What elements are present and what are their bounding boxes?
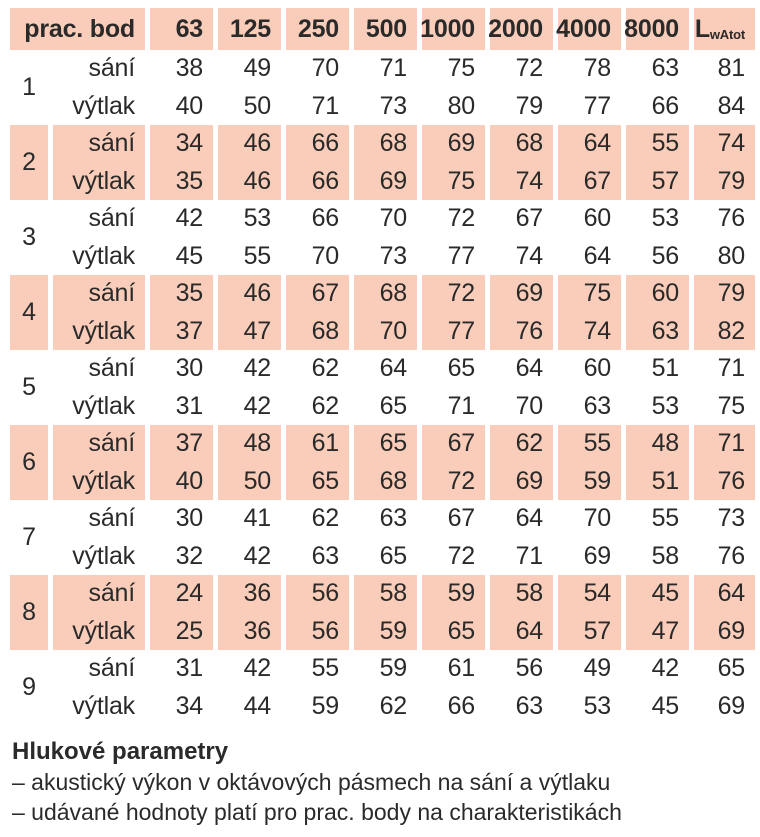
value-cell: 75	[447, 54, 475, 83]
value-cell: 64	[515, 504, 543, 533]
value-cell: 36	[218, 613, 281, 651]
value-cell: 42	[175, 204, 203, 233]
value-cell: 80	[717, 241, 745, 270]
value-cell: 72	[422, 463, 485, 501]
value-cell: 64	[694, 575, 755, 613]
row-label-suction: sání	[53, 275, 145, 313]
row-label-discharge: výtlak	[53, 463, 145, 501]
value-cell: 71	[311, 91, 339, 120]
value-cell: 67	[422, 425, 485, 463]
value-cell: 76	[490, 313, 553, 351]
value-cell: 68	[490, 125, 553, 163]
value-cell: 68	[286, 313, 349, 351]
row-label-suction: sání	[53, 575, 145, 613]
value-cell: 65	[379, 391, 407, 420]
value-cell: 58	[490, 575, 553, 613]
value-cell: 81	[717, 54, 745, 83]
value-cell: 69	[694, 613, 755, 651]
value-cell: 31	[175, 391, 203, 420]
value-cell: 45	[651, 691, 679, 720]
value-cell: 58	[354, 575, 417, 613]
value-cell: 71	[515, 541, 543, 570]
value-cell: 77	[583, 91, 611, 120]
value-cell: 67	[447, 504, 475, 533]
value-cell: 61	[447, 654, 475, 683]
header-cell-frequency: 1000	[422, 8, 485, 50]
value-cell: 65	[379, 541, 407, 570]
value-cell: 49	[243, 54, 271, 83]
value-cell: 42	[243, 354, 271, 383]
value-cell: 74	[490, 163, 553, 201]
point-cell: 3	[22, 223, 36, 251]
row-label-discharge: výtlak	[53, 163, 145, 201]
value-cell: 74	[515, 241, 543, 270]
value-cell: 59	[422, 575, 485, 613]
value-cell: 56	[286, 613, 349, 651]
value-cell: 59	[354, 613, 417, 651]
value-cell: 34	[150, 125, 213, 163]
value-cell: 84	[717, 91, 745, 120]
point-cell: 4	[10, 275, 48, 350]
row-label-suction: sání	[88, 54, 135, 83]
value-cell: 37	[150, 313, 213, 351]
value-cell: 72	[447, 541, 475, 570]
value-cell: 62	[311, 354, 339, 383]
value-cell: 55	[243, 241, 271, 270]
value-cell: 71	[694, 425, 755, 463]
value-cell: 46	[218, 125, 281, 163]
value-cell: 66	[286, 163, 349, 201]
row-label-discharge: výtlak	[72, 91, 135, 120]
value-cell: 65	[354, 425, 417, 463]
header-cell-frequency: 63	[150, 8, 213, 50]
value-cell: 25	[150, 613, 213, 651]
value-cell: 74	[694, 125, 755, 163]
value-cell: 68	[354, 275, 417, 313]
value-cell: 70	[515, 391, 543, 420]
value-cell: 30	[175, 504, 203, 533]
header-cell-point: prac. bod	[10, 8, 145, 50]
value-cell: 72	[422, 275, 485, 313]
value-cell: 56	[651, 241, 679, 270]
value-cell: 72	[515, 54, 543, 83]
value-cell: 64	[583, 241, 611, 270]
value-cell: 47	[626, 613, 689, 651]
value-cell: 71	[379, 54, 407, 83]
value-cell: 24	[150, 575, 213, 613]
value-cell: 77	[422, 313, 485, 351]
value-cell: 55	[311, 654, 339, 683]
value-cell: 63	[515, 691, 543, 720]
value-cell: 75	[558, 275, 621, 313]
value-cell: 38	[175, 54, 203, 83]
value-cell: 70	[379, 204, 407, 233]
row-label-discharge: výtlak	[53, 613, 145, 651]
value-cell: 60	[583, 204, 611, 233]
value-cell: 74	[558, 313, 621, 351]
header-cell-frequency: 4000	[558, 8, 621, 50]
value-cell: 59	[379, 654, 407, 683]
value-cell: 31	[175, 654, 203, 683]
value-cell: 75	[717, 391, 745, 420]
row-label-suction: sání	[53, 125, 145, 163]
value-cell: 69	[422, 125, 485, 163]
value-cell: 53	[651, 204, 679, 233]
value-cell: 73	[379, 91, 407, 120]
value-cell: 56	[286, 575, 349, 613]
value-cell: 79	[515, 91, 543, 120]
value-cell: 48	[626, 425, 689, 463]
point-cell: 2	[10, 125, 48, 200]
value-cell: 69	[490, 463, 553, 501]
value-cell: 49	[583, 654, 611, 683]
value-cell: 35	[150, 163, 213, 201]
row-label-suction: sání	[53, 425, 145, 463]
value-cell: 53	[243, 204, 271, 233]
value-cell: 65	[717, 654, 745, 683]
value-cell: 44	[243, 691, 271, 720]
value-cell: 69	[490, 275, 553, 313]
value-cell: 53	[583, 691, 611, 720]
noise-table	[10, 8, 755, 725]
value-cell: 68	[354, 463, 417, 501]
value-cell: 51	[626, 463, 689, 501]
header-cell-frequency: 250	[286, 8, 349, 50]
value-cell: 59	[558, 463, 621, 501]
header-cell-total	[694, 8, 755, 50]
value-cell: 68	[354, 125, 417, 163]
value-cell: 73	[379, 241, 407, 270]
value-cell: 35	[150, 275, 213, 313]
row-label-discharge: výtlak	[72, 241, 135, 270]
value-cell: 64	[379, 354, 407, 383]
value-cell: 62	[379, 691, 407, 720]
value-cell: 47	[218, 313, 281, 351]
value-cell: 70	[311, 241, 339, 270]
value-cell: 82	[694, 313, 755, 351]
value-cell: 56	[515, 654, 543, 683]
value-cell: 66	[286, 125, 349, 163]
point-cell: 5	[22, 373, 36, 401]
value-cell: 76	[694, 463, 755, 501]
point-cell: 8	[10, 575, 48, 650]
value-cell: 71	[447, 391, 475, 420]
row-label-suction: sání	[88, 204, 135, 233]
total-label: LwAtot	[694, 14, 745, 43]
value-cell: 63	[583, 391, 611, 420]
value-cell: 58	[651, 541, 679, 570]
value-cell: 69	[354, 163, 417, 201]
value-cell: 67	[286, 275, 349, 313]
value-cell: 66	[651, 91, 679, 120]
value-cell: 66	[311, 204, 339, 233]
value-cell: 30	[175, 354, 203, 383]
header-cell-frequency: 2000	[490, 8, 553, 50]
header-cell-frequency: 500	[354, 8, 417, 50]
value-cell: 42	[243, 391, 271, 420]
footer-note-1: – akustický výkon v oktávových pásmech na sání a výtlaku	[12, 769, 611, 795]
value-cell: 64	[558, 125, 621, 163]
value-cell: 78	[583, 54, 611, 83]
value-cell: 72	[447, 204, 475, 233]
value-cell: 73	[717, 504, 745, 533]
value-cell: 63	[651, 54, 679, 83]
value-cell: 65	[447, 354, 475, 383]
value-cell: 64	[490, 613, 553, 651]
value-cell: 40	[175, 91, 203, 120]
value-cell: 57	[626, 163, 689, 201]
value-cell: 62	[490, 425, 553, 463]
footer-heading: Hlukové parametry	[12, 738, 229, 765]
header-cell-frequency: 125	[218, 8, 281, 50]
value-cell: 45	[626, 575, 689, 613]
row-label-suction: sání	[88, 504, 135, 533]
value-cell: 60	[583, 354, 611, 383]
value-cell: 69	[717, 691, 745, 720]
value-cell: 63	[311, 541, 339, 570]
value-cell: 80	[447, 91, 475, 120]
value-cell: 37	[150, 425, 213, 463]
value-cell: 62	[311, 391, 339, 420]
value-cell: 53	[651, 391, 679, 420]
value-cell: 79	[694, 163, 755, 201]
value-cell: 55	[651, 504, 679, 533]
value-cell: 77	[447, 241, 475, 270]
value-cell: 76	[717, 204, 745, 233]
value-cell: 61	[286, 425, 349, 463]
value-cell: 42	[651, 654, 679, 683]
row-label-suction: sání	[88, 354, 135, 383]
value-cell: 62	[311, 504, 339, 533]
value-cell: 64	[515, 354, 543, 383]
value-cell: 65	[422, 613, 485, 651]
value-cell: 70	[583, 504, 611, 533]
value-cell: 67	[558, 163, 621, 201]
value-cell: 48	[218, 425, 281, 463]
value-cell: 57	[558, 613, 621, 651]
row-label-discharge: výtlak	[53, 313, 145, 351]
footer-notes	[12, 736, 622, 827]
value-cell: 76	[717, 541, 745, 570]
value-cell: 63	[626, 313, 689, 351]
value-cell: 46	[218, 163, 281, 201]
value-cell: 69	[583, 541, 611, 570]
row-label-discharge: výtlak	[72, 691, 135, 720]
value-cell: 41	[243, 504, 271, 533]
value-cell: 79	[694, 275, 755, 313]
value-cell: 71	[717, 354, 745, 383]
value-cell: 45	[175, 241, 203, 270]
value-cell: 54	[558, 575, 621, 613]
value-cell: 40	[150, 463, 213, 501]
row-label-suction: sání	[88, 654, 135, 683]
value-cell: 42	[243, 654, 271, 683]
value-cell: 50	[218, 463, 281, 501]
value-cell: 60	[626, 275, 689, 313]
value-cell: 55	[626, 125, 689, 163]
value-cell: 66	[447, 691, 475, 720]
value-cell: 46	[218, 275, 281, 313]
value-cell: 42	[243, 541, 271, 570]
point-cell: 6	[10, 425, 48, 500]
value-cell: 34	[175, 691, 203, 720]
value-cell: 59	[311, 691, 339, 720]
point-cell: 7	[22, 523, 36, 551]
value-cell: 65	[286, 463, 349, 501]
value-cell: 75	[422, 163, 485, 201]
point-cell: 1	[22, 73, 36, 101]
value-cell: 36	[218, 575, 281, 613]
row-label-discharge: výtlak	[72, 541, 135, 570]
value-cell: 51	[651, 354, 679, 383]
value-cell: 70	[354, 313, 417, 351]
row-label-discharge: výtlak	[72, 391, 135, 420]
value-cell: 70	[311, 54, 339, 83]
value-cell: 50	[243, 91, 271, 120]
header-cell-frequency: 8000	[626, 8, 689, 50]
point-cell: 9	[22, 673, 36, 701]
footer-note-2: – udávané hodnoty platí pro prac. body na charakteristikách	[12, 799, 622, 825]
value-cell: 63	[379, 504, 407, 533]
value-cell: 67	[515, 204, 543, 233]
value-cell: 55	[558, 425, 621, 463]
value-cell: 32	[175, 541, 203, 570]
